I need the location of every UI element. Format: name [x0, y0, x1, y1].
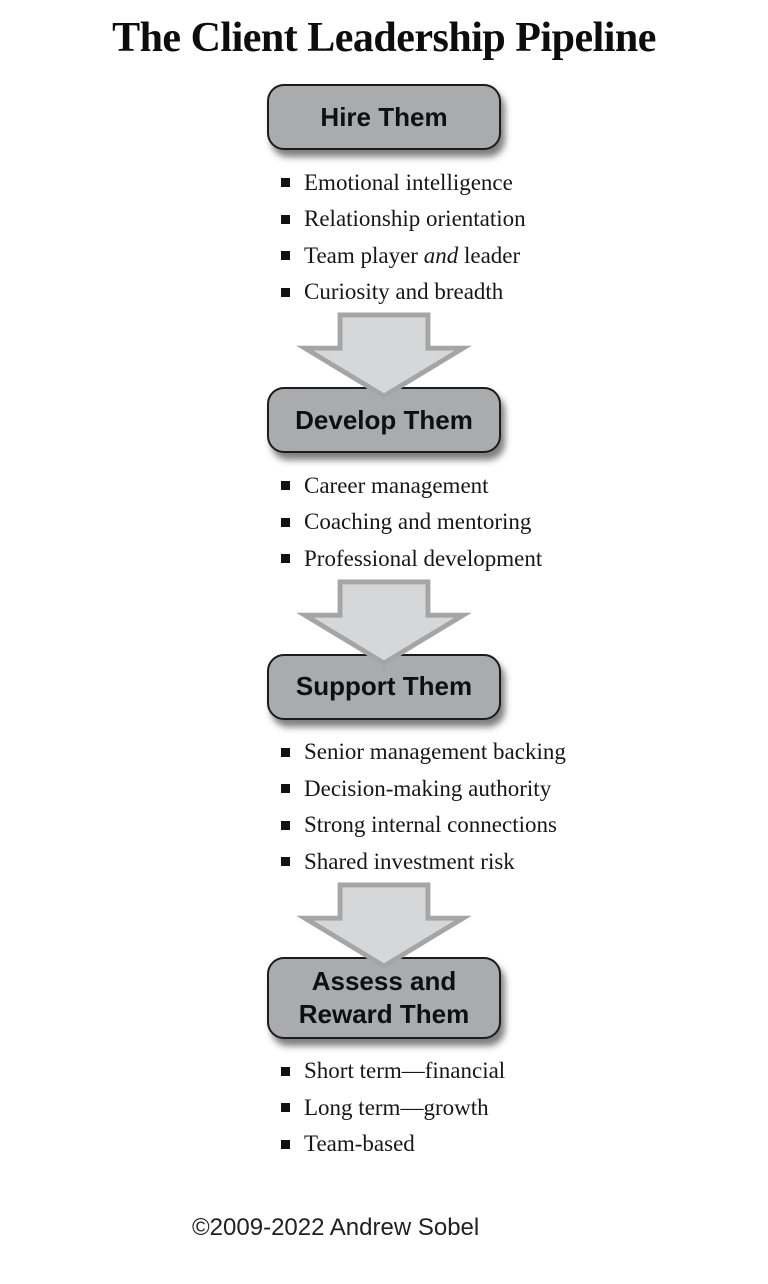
bullet-item	[281, 843, 768, 880]
stage-label-hire: Hire Them	[320, 101, 448, 132]
bullet-list-hire	[0, 164, 768, 310]
bullet-text: Coaching and mentoring	[304, 509, 532, 535]
bullet-item	[281, 201, 768, 238]
square-bullet-icon	[281, 821, 290, 830]
bullet-text: Team player and leader	[304, 242, 521, 268]
down-arrow-icon	[301, 579, 467, 667]
bullet-text: Professional development	[304, 545, 543, 571]
square-bullet-icon	[281, 554, 290, 563]
square-bullet-icon	[281, 1103, 290, 1112]
bullet-item	[281, 1053, 768, 1090]
square-bullet-icon	[281, 178, 290, 187]
down-arrow-icon	[301, 882, 467, 970]
square-bullet-icon	[281, 251, 290, 260]
bullet-item	[281, 770, 768, 807]
bullet-text: Team-based	[304, 1131, 415, 1157]
page-title: The Client Leadership Pipeline	[112, 15, 656, 61]
stage-label-assess: Assess and	[311, 965, 457, 996]
bullet-text: Curiosity and breadth	[304, 279, 504, 305]
bullet-text: Shared investment risk	[304, 848, 515, 874]
bullet-item	[281, 467, 768, 504]
bullet-item	[281, 734, 768, 771]
bullet-text: Relationship orientation	[304, 206, 526, 232]
square-bullet-icon	[281, 857, 290, 866]
down-arrow-icon	[301, 312, 467, 400]
square-bullet-icon	[281, 288, 290, 297]
bullet-item	[281, 164, 768, 201]
bullet-list-assess	[0, 1053, 768, 1163]
stage-box-hire	[267, 84, 501, 150]
square-bullet-icon	[281, 748, 290, 757]
bullet-item	[281, 807, 768, 844]
bullet-text: Senior management backing	[304, 739, 566, 765]
bullet-item	[281, 504, 768, 541]
stage-label-develop: Develop Them	[295, 404, 473, 435]
bullet-item	[281, 237, 768, 274]
copyright-text: ©2009-2022 Andrew Sobel	[192, 1214, 480, 1242]
bullet-text: Decision-making authority	[304, 775, 552, 801]
bullet-text: Emotional intelligence	[304, 169, 513, 195]
bullet-text: Strong internal connections	[304, 812, 557, 838]
bullet-item	[281, 274, 768, 311]
bullet-text: Career management	[304, 472, 489, 498]
pipeline	[0, 84, 768, 1162]
stage-label-assess: Reward Them	[298, 998, 470, 1029]
diagram-page	[0, 14, 768, 1284]
square-bullet-icon	[281, 481, 290, 490]
bullet-list-develop	[0, 467, 768, 577]
stage-label-support: Support Them	[295, 671, 473, 702]
square-bullet-icon	[281, 1067, 290, 1076]
bullet-text: Long term—growth	[304, 1094, 489, 1120]
square-bullet-icon	[281, 215, 290, 224]
bullet-list-support	[0, 734, 768, 880]
bullet-text: Short term—financial	[304, 1058, 506, 1084]
bullet-item	[281, 1089, 768, 1126]
square-bullet-icon	[281, 1140, 290, 1149]
square-bullet-icon	[281, 518, 290, 527]
bullet-item	[281, 540, 768, 577]
square-bullet-icon	[281, 784, 290, 793]
bullet-item	[281, 1126, 768, 1163]
